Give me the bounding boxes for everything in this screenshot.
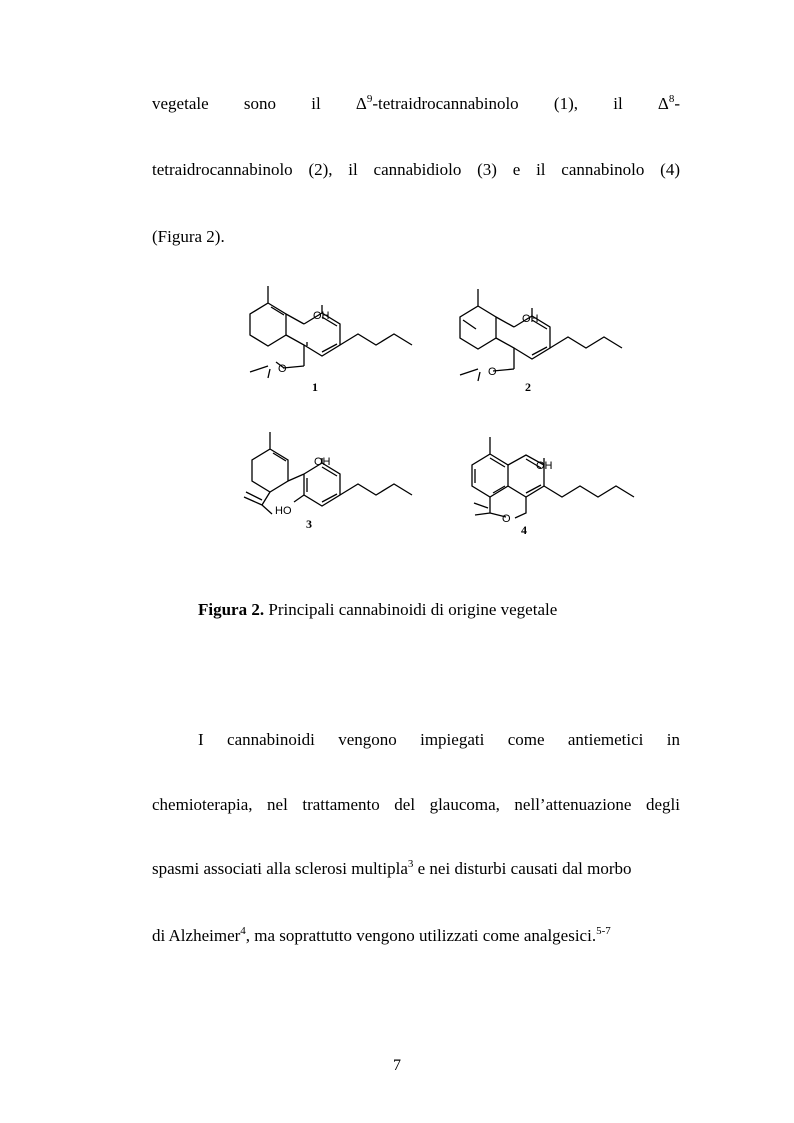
- compound-label-2: 2: [525, 380, 531, 394]
- para1-line3: (Figura 2).: [152, 227, 225, 246]
- compound-label-4: 4: [521, 523, 527, 537]
- figure-caption: [198, 599, 557, 621]
- delta8-term: $\Delta^8-$: [657, 93, 681, 113]
- page-number: 7: [393, 1057, 401, 1074]
- word: I: [198, 730, 204, 749]
- caption-text: Principali cannabinoidi di origine vegetale: [264, 600, 558, 619]
- delta9-term: $\Delta^9$-tetraidrocannabinolo: [355, 93, 519, 113]
- para2-line4: di Alzheimer$^4$, ma soprattutto vengono utilizzati come analgesici.$^{5-7}$: [152, 925, 611, 945]
- o-label-2: O: [488, 366, 497, 378]
- word: cannabinoidi: [227, 730, 315, 749]
- word: vengono: [338, 730, 397, 749]
- ho-label-3: HO: [275, 505, 292, 517]
- compound-label-3: 3: [306, 517, 312, 531]
- word: antiemetici: [567, 730, 644, 749]
- word: come: [507, 730, 545, 749]
- word: il: [311, 94, 321, 113]
- word: vegetale: [152, 94, 209, 113]
- oh-label-4: OH: [536, 460, 553, 472]
- o-label-1: O: [278, 363, 287, 375]
- structure-3: [244, 432, 412, 514]
- word: impiegati: [420, 730, 485, 749]
- structure-1: [250, 286, 412, 378]
- word: in: [666, 730, 680, 749]
- word: il: [613, 94, 623, 113]
- structure-4: [472, 437, 634, 518]
- cannabinoid-structures-figure: [0, 0, 794, 560]
- o-label-4: O: [502, 513, 511, 525]
- para1-line2: tetraidrocannabinolo (2), il cannabidiolo (3) e il cannabinolo (4): [152, 160, 680, 179]
- compound-label-1: 1: [312, 380, 318, 394]
- oh-label-3: OH: [314, 456, 331, 468]
- para2-line1: [198, 729, 680, 751]
- caption-label: Figura 2.: [198, 600, 265, 619]
- word: (1),: [553, 94, 578, 113]
- para2-line3: spasmi associati alla sclerosi multipla$^3$ e nei disturbi causati dal morbo: [152, 858, 632, 878]
- oh-label-2: OH: [522, 313, 539, 325]
- oh-label-1: OH: [313, 310, 330, 322]
- structure-2: [460, 289, 622, 381]
- word: sono: [243, 94, 276, 113]
- para2-line2: chemioterapia, nel trattamento del glaucoma, nell’attenuazione degli: [152, 795, 680, 814]
